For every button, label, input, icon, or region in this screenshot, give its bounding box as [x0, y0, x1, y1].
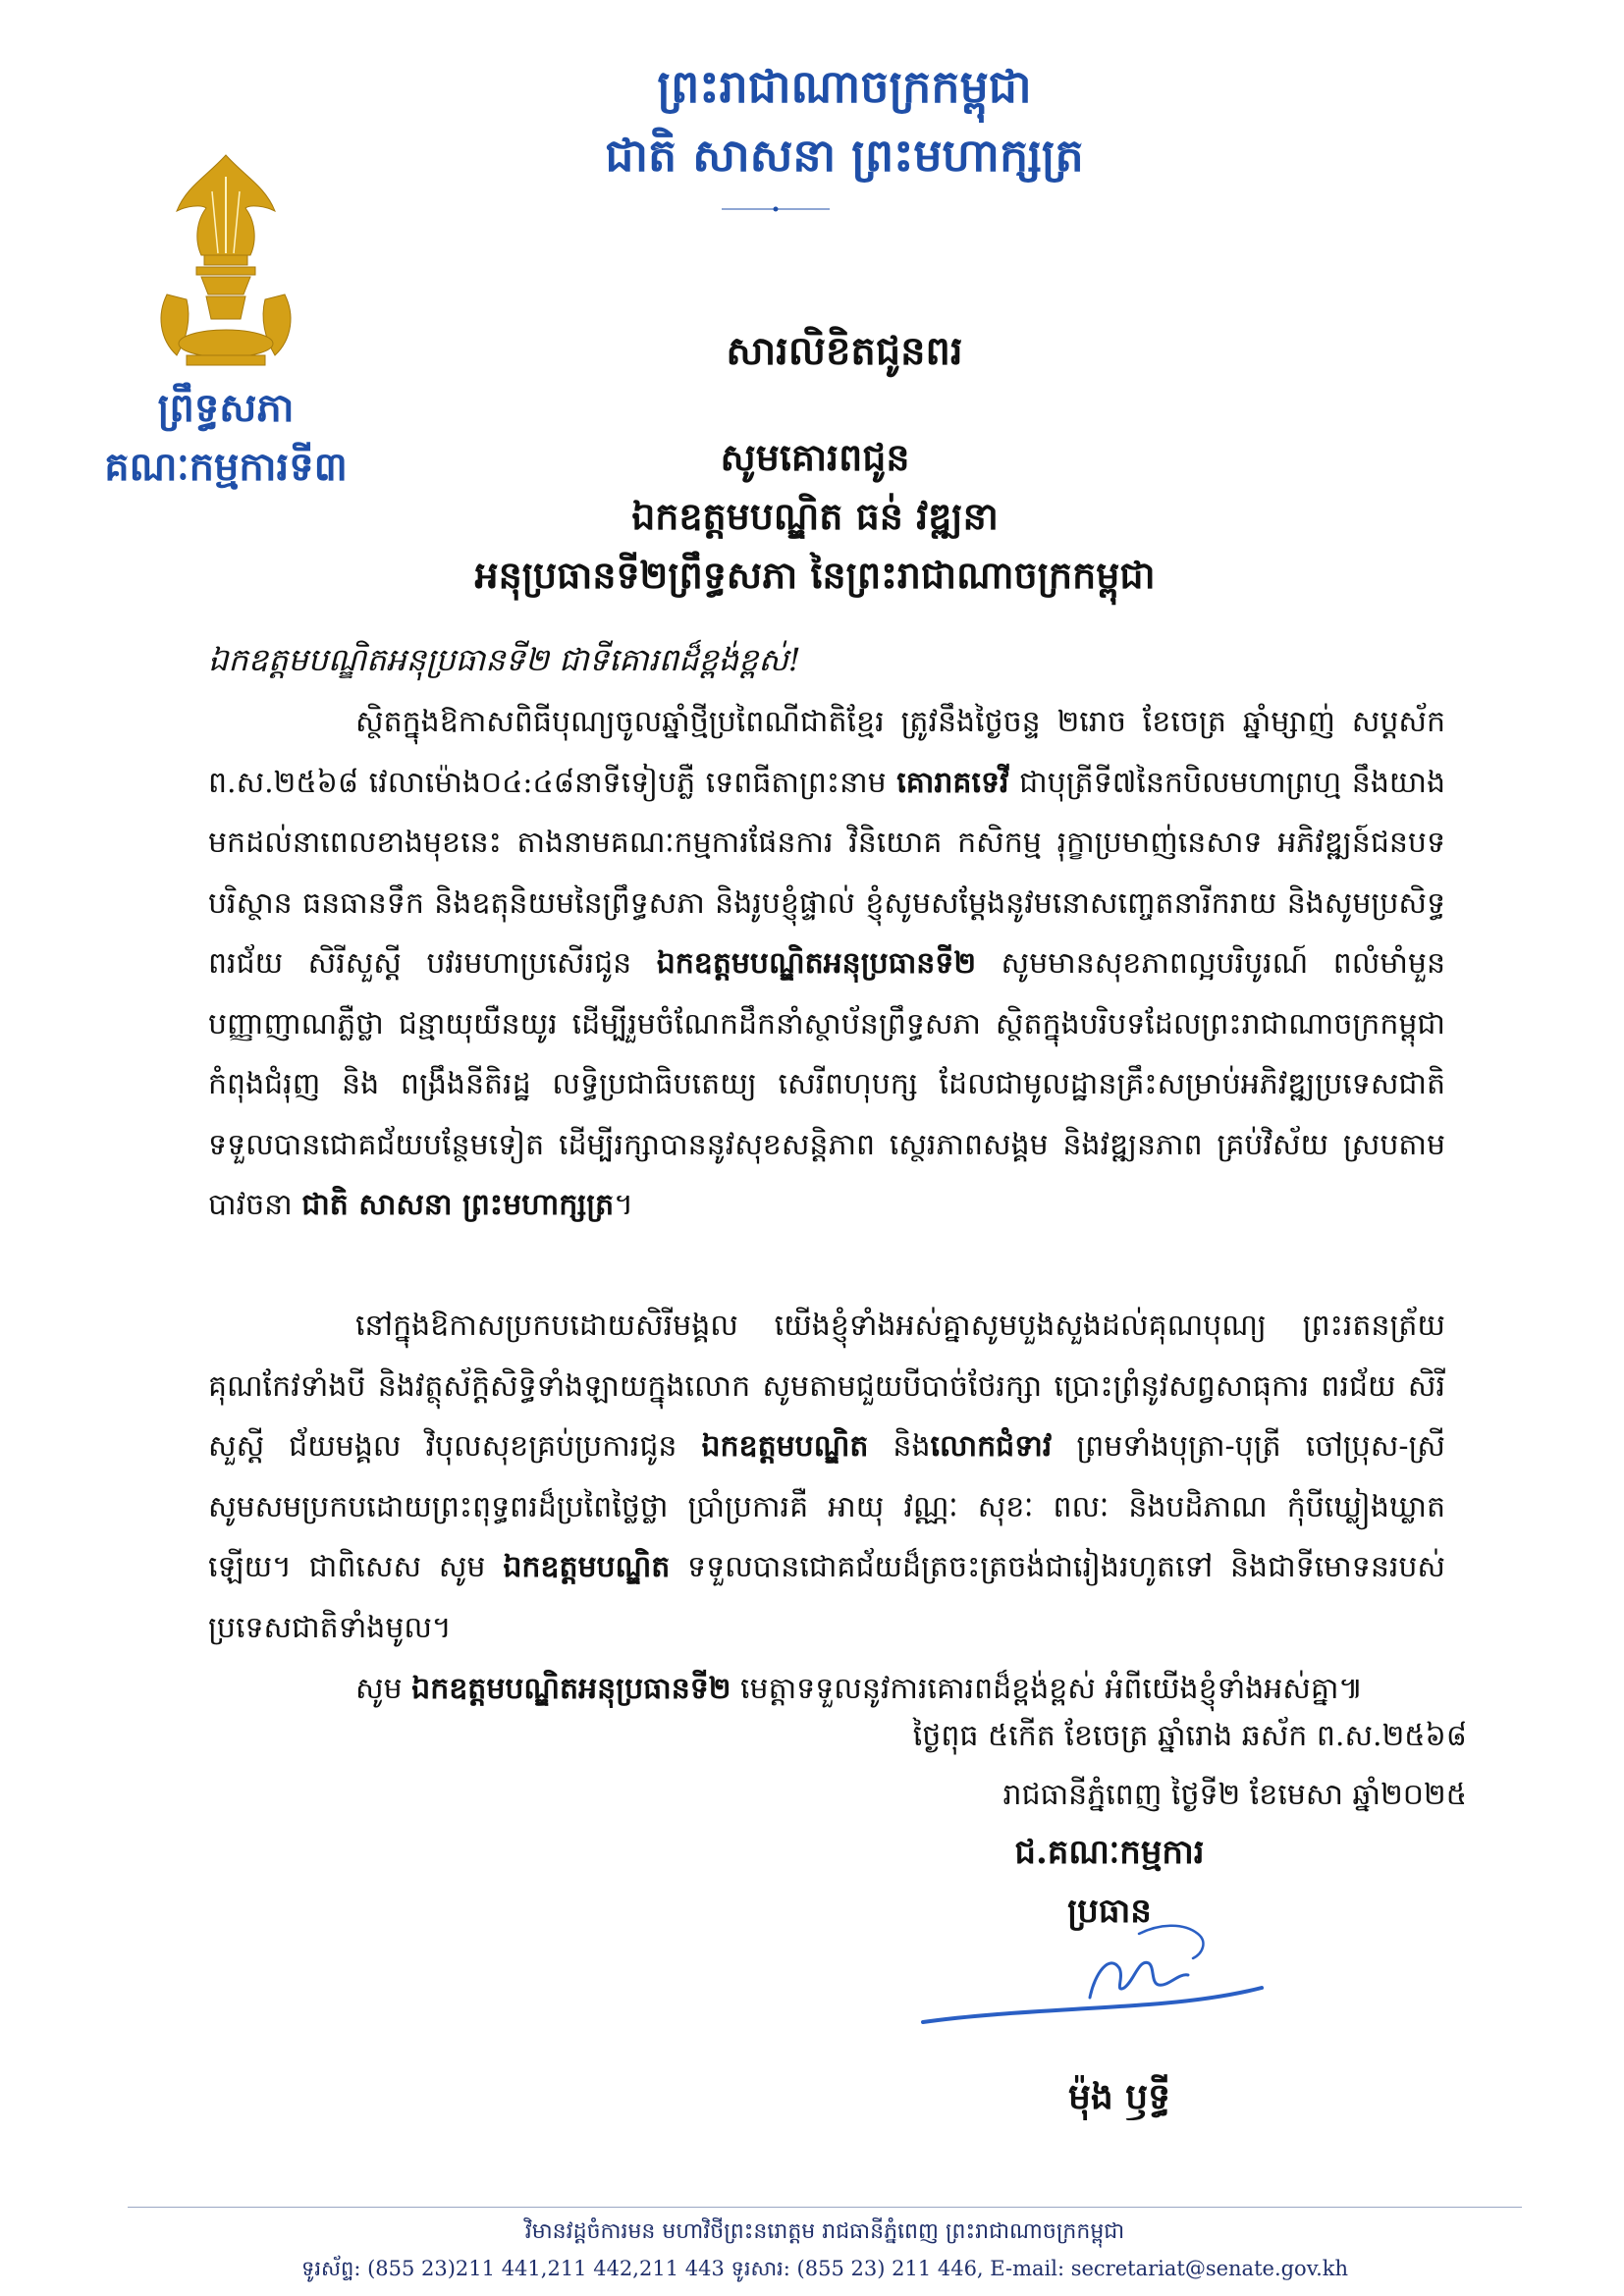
letter-title: សារលិខិតជូនពរ [726, 328, 963, 374]
p2-lady-title: លោកជំទាវ [930, 1429, 1053, 1464]
p1-text-g: ។ [614, 1188, 633, 1222]
recipient-line-3: អនុប្រធានទី២ព្រឹទ្ធសភា នៃព្រះរាជាណាចក្រកម្ពុជា [474, 553, 1156, 597]
p3-text-a: សូម [355, 1672, 412, 1706]
p1-motto: ជាតិ សាសនា ព្រះមហាក្សត្រ [301, 1188, 615, 1222]
p2-honorific-2: ឯកឧត្តមបណ្ឌិត [503, 1550, 671, 1584]
p1-deity-name: គោរាគទេវី [896, 765, 1009, 800]
p2-text-e: ព្រមទាំងបុត្រា-បុត្រី ចៅប្រុស-ស្រី សូមសមប្រកបដោយព្រះពុទ្ធពរដ៏ប្រពៃថ្លៃថ្លា ប្រាំប្រការគឺ អាយុ វណ្ណៈ សុខៈ ពលៈ និងបដិភាណ កុំបីឃ្លៀងឃ្លាតឡើយ។ ជាពិសេស សូម [208, 1429, 1445, 1584]
footer-contact: ទូរស័ព្ទ: (855 23)211 441,211 442,211 443 ទូរសារ: (855 23) 211 446, E-mail: secretariat@senate.gov.kh [301, 2257, 1348, 2280]
recipient-line-1: សូមគោរពជូន [720, 435, 910, 479]
paragraph-2 [208, 1296, 1445, 1658]
sign-role-line-2: ប្រធាន [1067, 1892, 1152, 1931]
p1-text-a: ស្ថិតក្នុងឱកាសពិធីបុណ្យចូលឆ្នាំថ្មីប្រពៃណីជាតិខ្មែរ ត្រូវនឹងថ្ងៃចន្ទ ២រោច ខែចេត្រ ឆ្នាំម្សាញ់ សប្តស័ក ព.ស.២៥៦៨ វេលាម៉ោង០៤:៤៨នាទីទៀបភ្លឺ ទេពធីតាព្រះនាម [208, 705, 1445, 800]
p1-honorific: ឯកឧត្តមបណ្ឌិតអនុប្រធានទី២ [656, 946, 977, 981]
paragraph-3 [208, 1659, 1445, 1720]
footer-address: វិមានវដ្តចំការមន មហាវិថីព្រះនរោត្តម រាជធានីភ្នំពេញ ព្រះរាជាណាចក្រកម្ពុជា [524, 2219, 1125, 2244]
senate-label: ព្រឹទ្ធសភា [157, 385, 295, 431]
p2-text-a: នៅក្នុងឱកាសប្រកបដោយសិរីមង្គល យើងខ្ញុំទាំងអស់គ្នាសូមបួងសួងដល់គុណបុណ្យ ព្រះរតនត្រ័យ គុណកែវទាំងបី និងវត្ថុស័ក្តិសិទ្ធិទាំងឡាយក្នុងលោក សូមតាមជួយបីបាច់ថែរក្សា ប្រោះព្រំនូវសព្វសាធុការ ពរជ័យ សិរីសួស្តី ជ័យមង្គល វិបុលសុខគ្រប់ប្រការជូន [208, 1308, 1445, 1464]
handwritten-signature-icon [913, 1914, 1276, 2042]
p3-text-c: មេត្តាទទួលនូវការគោរពដ៏ខ្ពង់ខ្ពស់ អំពីយើងខ្ញុំទាំងអស់គ្នា៕ [731, 1672, 1364, 1706]
signer-name: ម៉ុង ឫទ្ធី [1068, 2076, 1170, 2117]
salutation: ឯកឧត្តមបណ្ឌិតអនុប្រធានទី២ ជាទីគោរពដ៏ខ្ពង់ខ្ពស់! [208, 641, 801, 678]
lunar-date: ថ្ងៃពុធ ៥កើត ខែចេត្រ ឆ្នាំរោង ឆស័ក ព.ស.២៥៦៨ [912, 1719, 1467, 1753]
paragraph-1 [208, 692, 1445, 1236]
sign-role-line-1: ជ.គណៈកម្មការ [1014, 1833, 1205, 1872]
commission-label: គណៈកម្មការទី៣ [104, 444, 348, 490]
ornament-divider-icon [722, 204, 830, 214]
p1-text-e: សូមមានសុខភាពល្អបរិបូរណ៍ ពលំមាំមួន បញ្ញាញាណភ្លឺថ្លា ជន្មាយុយឺនយូរ ដើម្បីរួមចំណែកដឹកនាំស្ថាប័នព្រឹទ្ធសភា ស្ថិតក្នុងបរិបទដែលព្រះរាជាណាចក្រកម្ពុជា កំពុងជំរុញ និង ពង្រឹងនីតិរដ្ឋ លទ្ធិប្រជាធិបតេយ្យ សេរីពហុបក្ស ដែលជាមូលដ្ឋានគ្រឹះសម្រាប់អភិវឌ្ឍប្រទេសជាតិ ទទួលបានជោគជ័យបន្ថែមទៀត ដើម្បីរក្សាបាននូវសុខសន្តិភាព ស្ថេរភាពសង្គម និងវឌ្ឍនភាព គ្រប់វិស័យ ស្របតាមបាវចនា [208, 946, 1445, 1222]
p2-honorific-1: ឯកឧត្តមបណ្ឌិត [701, 1429, 869, 1464]
kingdom-title: ព្រះរាជាណាចក្រកម្ពុជា [657, 60, 1032, 113]
p1-text-c: ជាបុត្រីទី៧នៃកបិលមហាព្រហ្ម នឹងយាងមកដល់នាពេលខាងមុខនេះ តាងនាមគណៈកម្មការផែនការ វិនិយោគ កសិកម្ម រុក្ខាប្រមាញ់នេសាទ អភិវឌ្ឍន៍ជនបទ បរិស្ថាន ធនធានទឹក និងឧតុនិយមនៃព្រឹទ្ធសភា និងរូបខ្ញុំផ្ទាល់ ខ្ញុំសូមសម្តែងនូវមនោសញ្ចេតនារីករាយ និងសូមប្រសិទ្ធពរជ័យ សិរីសួស្តី បវរមហាប្រសើរជូន [208, 765, 1445, 981]
footer-divider [128, 2207, 1522, 2208]
recipient-line-2: ឯកឧត្តមបណ្ឌិត ធន់ វឌ្ឍនា [631, 494, 999, 538]
p2-text-c: និង [868, 1429, 931, 1464]
p2-text-g: ទទួលបានជោគជ័យដ៏ត្រចះត្រចង់ជារៀងរហូតទៅ និងជាទីមោទនរបស់ប្រទេសជាតិទាំងមូល។ [208, 1550, 1445, 1645]
senate-emblem-icon [147, 147, 304, 373]
national-motto: ជាតិ សាសនា ព្រះមហាក្សត្រ [605, 129, 1084, 182]
place-date: រាជធានីភ្នំពេញ ថ្ងៃទី២ ខែមេសា ឆ្នាំ២០២៥ [1002, 1778, 1467, 1812]
p3-honorific: ឯកឧត្តមបណ្ឌិតអនុប្រធានទី២ [411, 1672, 731, 1706]
